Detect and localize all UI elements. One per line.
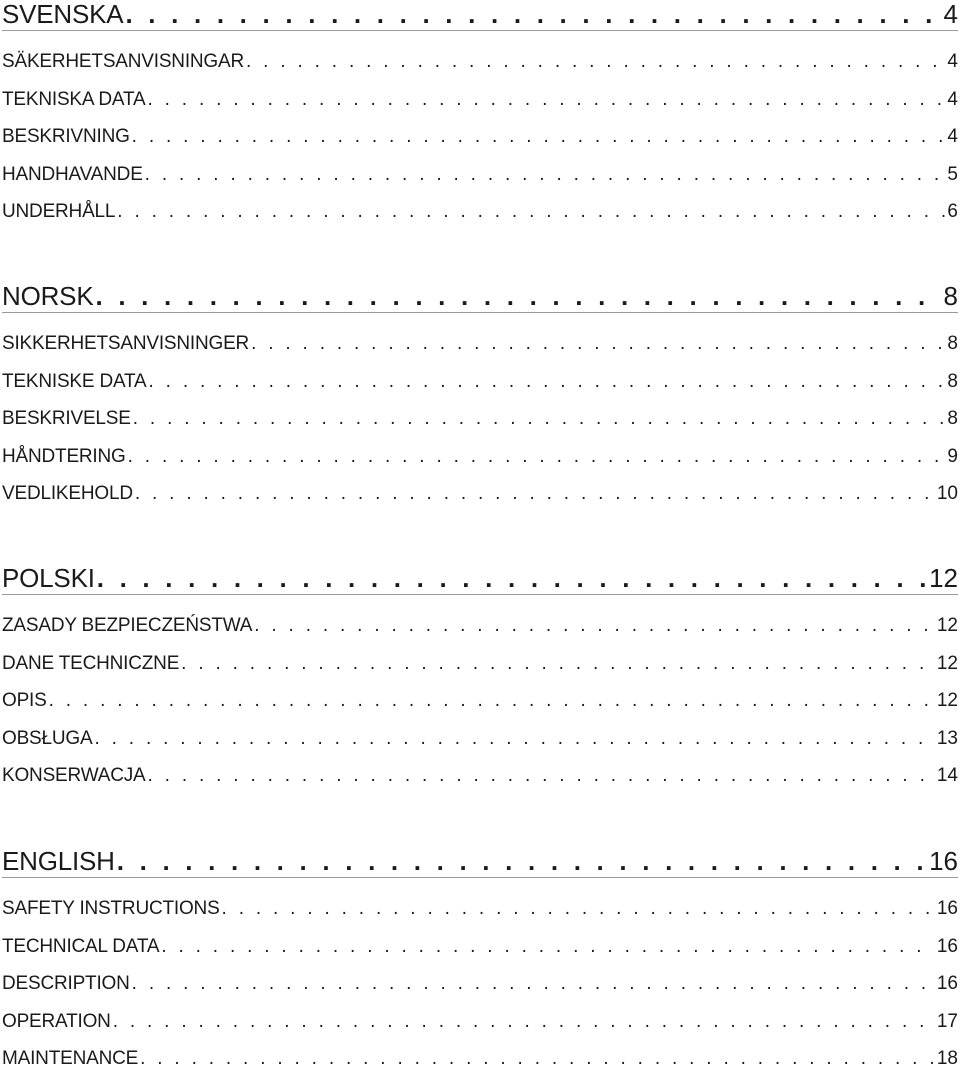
dot-leader: [145, 156, 946, 194]
toc-entry-label: SAFETY INSTRUCTIONS: [2, 898, 220, 919]
toc-entry-label: TEKNISKE DATA: [2, 370, 147, 392]
toc-heading[interactable]: [2, 563, 958, 595]
toc-entry-page: 9: [947, 445, 958, 467]
toc-entry-label: OPIS: [2, 690, 47, 711]
toc-entry[interactable]: [2, 475, 958, 513]
toc-heading-page: 4: [943, 0, 958, 29]
dot-leader: [246, 43, 945, 81]
toc-entry-label: OPERATION: [2, 1010, 111, 1032]
toc-entry-page: 13: [936, 727, 958, 749]
dot-leader: [161, 928, 935, 966]
toc-entry[interactable]: [2, 720, 958, 758]
toc-entry-page: 5: [947, 163, 958, 185]
toc-entry-label: BESKRIVELSE: [2, 408, 131, 429]
toc-section-svenska: [2, 0, 958, 231]
toc-entry-page: 18: [936, 1048, 958, 1069]
toc-entry-label: HANDHAVANDE: [2, 163, 143, 185]
dot-leader: [254, 607, 935, 645]
toc-entry[interactable]: [2, 928, 958, 966]
toc-heading-page: 12: [929, 563, 958, 593]
dot-leader: [148, 757, 935, 795]
toc-entry-label: OBSŁUGA: [2, 727, 93, 749]
toc-entry-page: 8: [947, 370, 958, 392]
dot-leader: [251, 325, 945, 363]
toc-entry-page: 8: [947, 408, 958, 429]
dot-leader: [94, 720, 934, 758]
toc-entry-label: SIKKERHETSANVISNINGER: [2, 333, 250, 354]
dot-leader: [135, 475, 935, 513]
toc-entry-label: ZASADY BEZPIECZEŃSTWA: [2, 615, 253, 636]
dot-leader: [133, 400, 946, 438]
toc-heading-title: SVENSKA: [2, 0, 124, 29]
toc-heading-title: POLSKI: [2, 563, 95, 593]
dot-leader: [140, 1040, 935, 1078]
toc-heading[interactable]: [2, 0, 958, 31]
dot-leader: [95, 281, 941, 311]
toc-entry[interactable]: [2, 156, 958, 194]
toc-entry-label: BESKRIVNING: [2, 126, 130, 147]
toc-section-norsk: [2, 281, 958, 513]
toc-entry-label: HÅNDTERING: [2, 445, 126, 467]
toc-entry[interactable]: [2, 118, 958, 156]
dot-leader: [117, 846, 927, 876]
toc-entry[interactable]: [2, 757, 958, 795]
toc-entry-page: 16: [936, 935, 958, 957]
toc-entry[interactable]: [2, 438, 958, 476]
toc-heading[interactable]: [2, 281, 958, 313]
toc-entry-page: 10: [936, 483, 958, 504]
dot-leader: [222, 890, 935, 928]
toc-entry-page: 14: [936, 765, 958, 786]
toc-entry[interactable]: [2, 890, 958, 928]
toc-entry-page: 16: [936, 973, 958, 994]
toc-heading-page: 16: [929, 846, 958, 876]
toc-entry[interactable]: [2, 1003, 958, 1041]
toc-entry[interactable]: [2, 1040, 958, 1078]
dot-leader: [132, 965, 935, 1003]
toc-entry-label: MAINTENANCE: [2, 1048, 139, 1069]
toc-entry-page: 8: [947, 333, 958, 354]
toc-entry[interactable]: [2, 43, 958, 81]
toc-entry-page: 4: [947, 51, 958, 72]
toc-section-english: [2, 846, 958, 1078]
toc-entry[interactable]: [2, 965, 958, 1003]
toc-entry[interactable]: [2, 682, 958, 720]
toc-section-polski: [2, 563, 958, 795]
toc-entry[interactable]: [2, 400, 958, 438]
toc-entry-page: 4: [947, 88, 958, 110]
toc-entry[interactable]: [2, 607, 958, 645]
toc-entry-page: 12: [936, 615, 958, 636]
dot-leader: [128, 438, 946, 476]
toc-entry-page: 12: [936, 652, 958, 674]
toc-entry-label: VEDLIKEHOLD: [2, 483, 133, 504]
dot-leader: [117, 193, 945, 231]
toc-entry[interactable]: [2, 363, 958, 401]
toc-entry-page: 6: [947, 201, 958, 222]
toc-heading-title: ENGLISH: [2, 846, 115, 876]
toc-entry-label: DESCRIPTION: [2, 973, 130, 994]
toc-entry-label: DANE TECHNICZNE: [2, 652, 180, 674]
dot-leader: [132, 118, 946, 156]
toc-heading[interactable]: [2, 846, 958, 878]
toc-heading-title: NORSK: [2, 281, 94, 311]
dot-leader: [149, 363, 946, 401]
dot-leader: [113, 1003, 935, 1041]
toc-entry-page: 16: [936, 898, 958, 919]
toc-entry[interactable]: [2, 645, 958, 683]
toc-entry[interactable]: [2, 81, 958, 119]
dot-leader: [125, 0, 941, 29]
toc-entry-label: KONSERWACJA: [2, 765, 146, 786]
toc-entry-page: 4: [947, 126, 958, 147]
toc-entry-page: 17: [936, 1010, 958, 1032]
toc-entry-label: TECHNICAL DATA: [2, 935, 160, 957]
toc-entry[interactable]: [2, 325, 958, 363]
toc-entry[interactable]: [2, 193, 958, 231]
dot-leader: [147, 81, 945, 119]
dot-leader: [97, 563, 927, 593]
toc-entry-page: 12: [936, 690, 958, 711]
dot-leader: [181, 645, 935, 683]
dot-leader: [49, 682, 935, 720]
toc-entry-label: SÄKERHETSANVISNINGAR: [2, 51, 244, 72]
toc-entry-label: TEKNISKA DATA: [2, 88, 146, 110]
toc-heading-page: 8: [943, 281, 958, 311]
toc-entry-label: UNDERHÅLL: [2, 201, 116, 222]
